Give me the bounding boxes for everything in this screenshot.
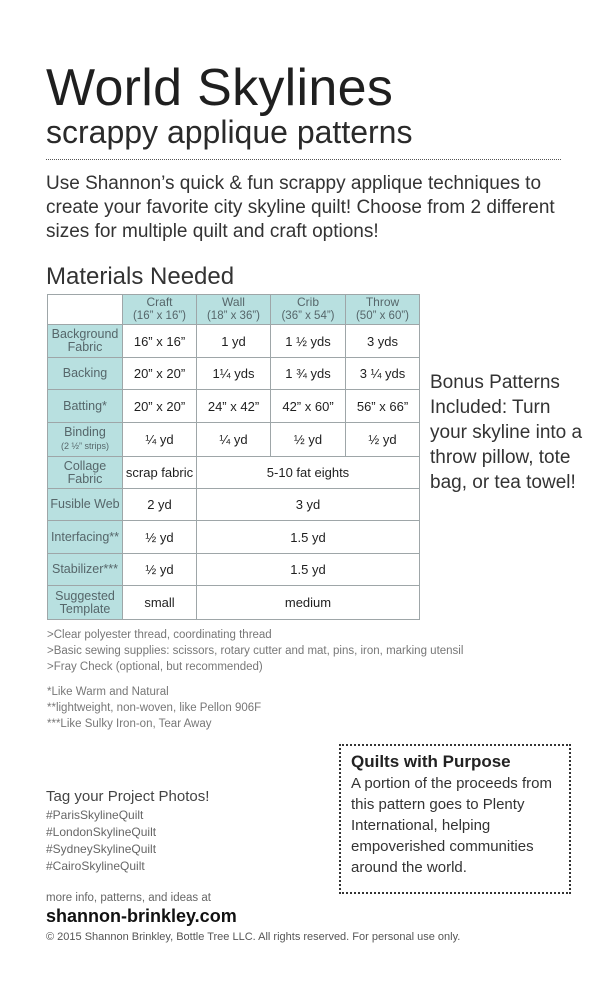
table-cell: 2 yd xyxy=(123,489,197,521)
table-row xyxy=(48,390,420,423)
table-row xyxy=(48,325,420,358)
title-divider xyxy=(46,159,561,160)
copyright-text: © 2015 Shannon Brinkley, Bottle Tree LLC. All rights reserved. For personal use only. xyxy=(46,931,461,943)
table-cell: 1¼ yds xyxy=(197,358,271,390)
row-label-collage: Collage Fabric xyxy=(48,457,123,489)
tag-heading: Tag your Project Photos! xyxy=(46,788,210,805)
table-cell: 1 ¾ yds xyxy=(271,358,346,390)
purpose-text: A portion of the proceeds from this pattern goes to Plenty International, helping empoverished communities around the world. xyxy=(351,775,552,876)
hashtag: #LondonSkylineQuilt xyxy=(46,825,157,839)
table-cell: 3 yds xyxy=(346,325,420,358)
footnotes xyxy=(47,684,261,732)
table-corner-cell xyxy=(48,295,123,325)
table-cell: small xyxy=(123,586,197,620)
supply-note: >Clear polyester thread, coordinating thread xyxy=(47,629,272,641)
quilts-with-purpose-box xyxy=(339,744,571,894)
table-cell: medium xyxy=(197,586,420,620)
table-header-row xyxy=(48,295,420,325)
website-link[interactable]: shannon-brinkley.com xyxy=(46,906,237,926)
table-cell: 1.5 yd xyxy=(197,554,420,586)
footnote: *Like Warm and Natural xyxy=(47,686,169,698)
table-cell: 24” x 42” xyxy=(197,390,271,423)
table-cell: ½ yd xyxy=(123,554,197,586)
row-label-binding: Binding (2 ½” strips) xyxy=(48,423,123,457)
table-cell: 16” x 16” xyxy=(123,325,197,358)
hashtag: #CairoSkylineQuilt xyxy=(46,859,145,873)
table-row xyxy=(48,554,420,586)
column-header-craft: Craft (16” x 16”) xyxy=(123,295,197,325)
row-label-template: Suggested Template xyxy=(48,586,123,620)
materials-table xyxy=(47,294,420,620)
table-cell: 1.5 yd xyxy=(197,521,420,554)
table-cell: scrap fabric xyxy=(123,457,197,489)
intro-paragraph: Use Shannon’s quick & fun scrappy applique techniques to create your favorite city skyline quilt! Choose from 2 different sizes for multiple quilt and craft options! xyxy=(46,173,555,242)
footnote: ***Like Sulky Iron-on, Tear Away xyxy=(47,718,212,730)
table-cell: ¼ yd xyxy=(197,423,271,457)
table-cell: ½ yd xyxy=(346,423,420,457)
more-info-text: more info, patterns, and ideas at xyxy=(46,892,211,904)
purpose-title: Quilts with Purpose xyxy=(351,752,511,771)
table-cell: 1 yd xyxy=(197,325,271,358)
pattern-title: World Skylines xyxy=(46,59,394,117)
pattern-subtitle: scrappy applique patterns xyxy=(46,114,413,150)
table-cell: 20” x 20” xyxy=(123,390,197,423)
hashtag: #SydneySkylineQuilt xyxy=(46,842,157,856)
table-cell: 5-10 fat eights xyxy=(197,457,420,489)
materials-heading: Materials Needed xyxy=(46,263,235,290)
supply-note: >Basic sewing supplies: scissors, rotary cutter and mat, pins, iron, marking utensil xyxy=(47,645,464,657)
table-cell: 20” x 20” xyxy=(123,358,197,390)
table-row xyxy=(48,423,420,457)
table-cell: 56” x 66” xyxy=(346,390,420,423)
row-label-batting: Batting* xyxy=(48,390,123,423)
table-row xyxy=(48,358,420,390)
table-cell: 1 ½ yds xyxy=(271,325,346,358)
table-cell: ½ yd xyxy=(271,423,346,457)
column-header-crib: Crib (36” x 54”) xyxy=(271,295,346,325)
table-row xyxy=(48,489,420,521)
row-label-fusible: Fusible Web xyxy=(48,489,123,521)
table-cell: ½ yd xyxy=(123,521,197,554)
column-header-wall: Wall (18” x 36”) xyxy=(197,295,271,325)
row-label-stabilizer: Stabilizer*** xyxy=(48,554,123,586)
hashtag-list xyxy=(46,807,156,875)
table-cell: 42” x 60” xyxy=(271,390,346,423)
table-cell: 3 yd xyxy=(197,489,420,521)
table-row xyxy=(48,586,420,620)
table-row xyxy=(48,457,420,489)
row-label-interfacing: Interfacing** xyxy=(48,521,123,554)
row-label-backing: Backing xyxy=(48,358,123,390)
column-header-throw: Throw (50” x 60”) xyxy=(346,295,420,325)
footnote: **lightweight, non-woven, like Pellon 906F xyxy=(47,702,262,714)
supply-notes xyxy=(47,627,463,675)
table-cell: 3 ¼ yds xyxy=(346,358,420,390)
table-cell: ¼ yd xyxy=(123,423,197,457)
supply-note: >Fray Check (optional, but recommended) xyxy=(47,661,263,673)
hashtag: #ParisSkylineQuilt xyxy=(46,808,144,822)
table-row xyxy=(48,521,420,554)
bonus-patterns-text: Bonus Patterns Included: Turn your skyline into a throw pillow, tote bag, or tea towel! xyxy=(430,372,583,493)
row-label-background: Background Fabric xyxy=(48,325,123,358)
